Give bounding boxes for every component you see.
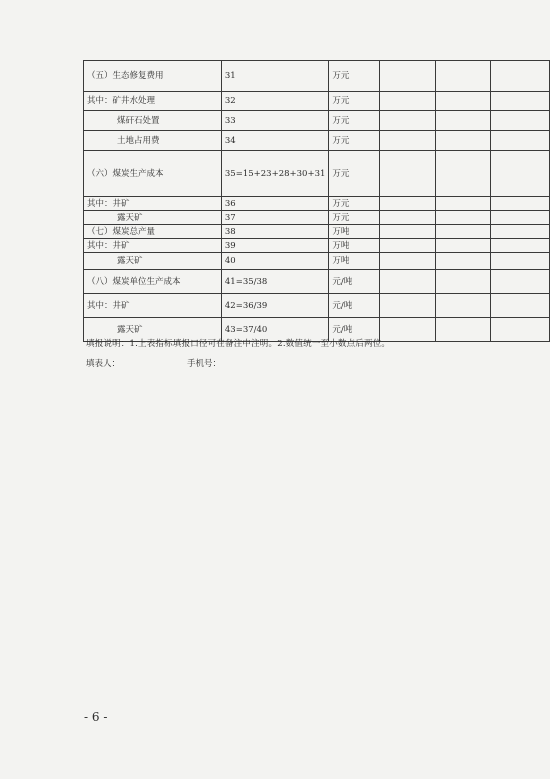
row-name: 其中：井矿: [84, 197, 222, 211]
row-code: 32: [221, 92, 329, 111]
row-code: 36: [221, 197, 329, 211]
value-cell: [491, 197, 550, 211]
row-unit: 万元: [329, 92, 380, 111]
table-row: [84, 111, 550, 131]
row-unit: 万吨: [329, 253, 380, 270]
row-name: 土地占用费: [84, 131, 222, 151]
value-cell: [435, 151, 490, 197]
row-name: 其中：井矿: [84, 239, 222, 253]
row-code: 33: [221, 111, 329, 131]
table-row: [84, 239, 550, 253]
row-code: 37: [221, 211, 329, 225]
value-cell: [435, 294, 490, 318]
row-code: 34: [221, 131, 329, 151]
value-cell: [380, 111, 435, 131]
row-unit: 万元: [329, 197, 380, 211]
table-row: [84, 131, 550, 151]
table-row: [84, 294, 550, 318]
filling-note: 填报说明：1.上表指标填报口径可在备注中注明。2.数值统一至小数点后两位。: [86, 339, 391, 349]
row-name: 露天矿: [84, 253, 222, 270]
row-unit: 万吨: [329, 239, 380, 253]
value-cell: [435, 197, 490, 211]
row-name: 露天矿: [84, 211, 222, 225]
row-code: 42=36/39: [221, 294, 329, 318]
row-name: （八）煤炭单位生产成本: [84, 270, 222, 294]
row-unit: 元/吨: [329, 294, 380, 318]
table-row: [84, 92, 550, 111]
row-name: （七）煤炭总产量: [84, 225, 222, 239]
value-cell: [380, 131, 435, 151]
value-cell: [491, 225, 550, 239]
row-name: 煤矸石处置: [84, 111, 222, 131]
row-unit: 万元: [329, 211, 380, 225]
row-code: 40: [221, 253, 329, 270]
value-cell: [435, 131, 490, 151]
table-row: [84, 211, 550, 225]
table-row: [84, 197, 550, 211]
page-number: - 6 -: [84, 710, 108, 724]
value-cell: [380, 92, 435, 111]
value-cell: [380, 239, 435, 253]
table-row: [84, 151, 550, 197]
table-row: [84, 225, 550, 239]
row-code: 35=15+23+28+30+31: [221, 151, 329, 197]
value-cell: [435, 111, 490, 131]
value-cell: [491, 211, 550, 225]
value-cell: [491, 318, 550, 342]
row-code: 41=35/38: [221, 270, 329, 294]
row-name: （五）生态修复费用: [84, 61, 222, 92]
phone-label: 手机号：: [187, 359, 222, 369]
value-cell: [380, 294, 435, 318]
value-cell: [435, 270, 490, 294]
row-unit: 万元: [329, 151, 380, 197]
value-cell: [491, 239, 550, 253]
value-cell: [491, 151, 550, 197]
value-cell: [491, 131, 550, 151]
row-unit: 万吨: [329, 225, 380, 239]
row-unit: 元/吨: [329, 270, 380, 294]
value-cell: [491, 61, 550, 92]
row-code: 43=37/40: [221, 318, 329, 342]
row-code: 38: [221, 225, 329, 239]
row-unit: 万元: [329, 131, 380, 151]
filler-label: 填表人：: [86, 359, 121, 369]
row-name: 露天矿: [84, 318, 222, 342]
value-cell: [491, 253, 550, 270]
value-cell: [380, 253, 435, 270]
value-cell: [380, 197, 435, 211]
value-cell: [435, 253, 490, 270]
value-cell: [435, 239, 490, 253]
row-name: 其中：井矿: [84, 294, 222, 318]
value-cell: [491, 111, 550, 131]
value-cell: [380, 270, 435, 294]
row-unit: 元/吨: [329, 318, 380, 342]
value-cell: [435, 318, 490, 342]
value-cell: [491, 294, 550, 318]
value-cell: [380, 61, 435, 92]
value-cell: [435, 61, 490, 92]
value-cell: [380, 211, 435, 225]
value-cell: [435, 92, 490, 111]
row-unit: 万元: [329, 111, 380, 131]
row-code: 39: [221, 239, 329, 253]
table-row: [84, 253, 550, 270]
table-row: [84, 61, 550, 92]
row-name: 其中：矿井水处理: [84, 92, 222, 111]
value-cell: [380, 151, 435, 197]
value-cell: [491, 270, 550, 294]
row-name: （六）煤炭生产成本: [84, 151, 222, 197]
row-unit: 万元: [329, 61, 380, 92]
value-cell: [435, 225, 490, 239]
value-cell: [491, 92, 550, 111]
row-code: 31: [221, 61, 329, 92]
value-cell: [435, 211, 490, 225]
table-row: [84, 270, 550, 294]
value-cell: [380, 225, 435, 239]
cost-table: [83, 60, 550, 342]
